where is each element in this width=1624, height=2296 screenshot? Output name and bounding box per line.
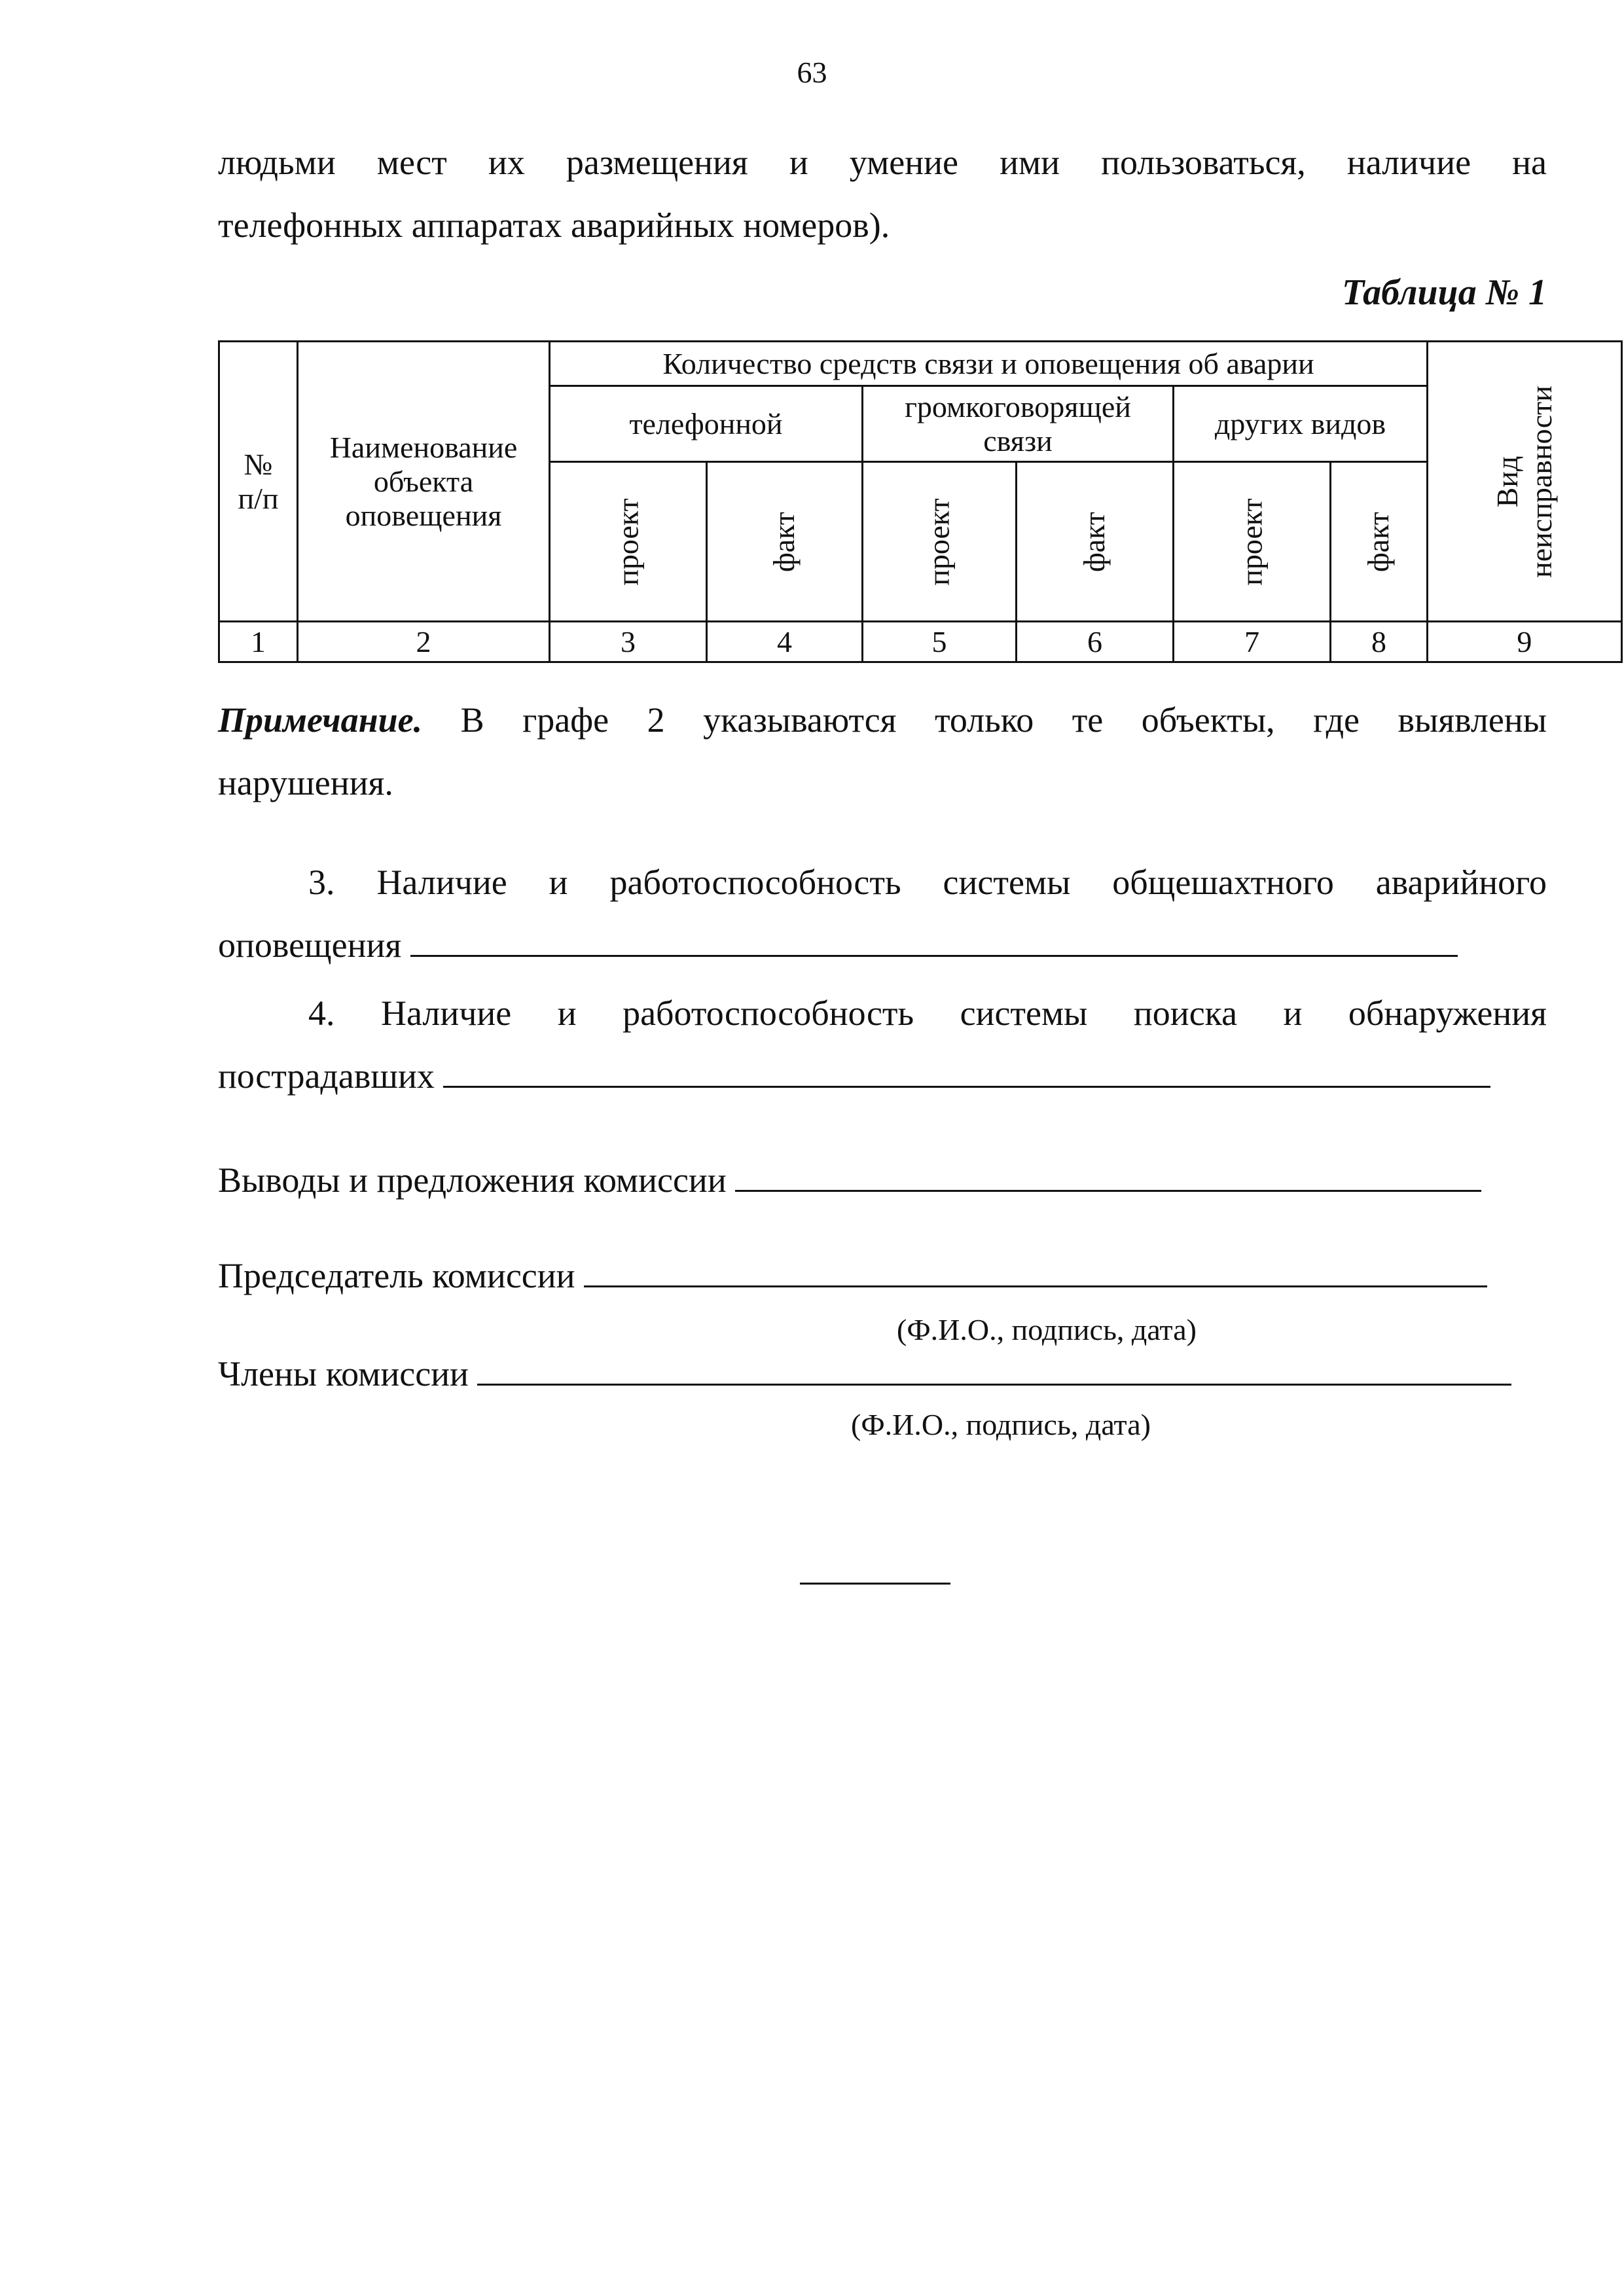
col-num-5: 5 — [863, 622, 1017, 662]
column-number-row — [219, 622, 1622, 662]
header-proj-5 — [863, 462, 1017, 622]
header-phone: телефонной — [550, 386, 863, 462]
table-caption: Таблица № 1 — [1341, 272, 1547, 313]
item4-line-1: 4. Наличие и работоспособность системы поиска и обнаружения — [308, 994, 1547, 1033]
intro-line-1: людьми мест их размещения и умение ими пользоваться, наличие на — [218, 143, 1547, 182]
header-fact-4 — [707, 462, 863, 622]
header-proj-3 — [550, 462, 707, 622]
end-rule — [800, 1583, 950, 1585]
item3-label: оповещения — [218, 925, 402, 965]
members-label: Члены комиссии — [218, 1354, 469, 1393]
note-line-2: нарушения. — [218, 763, 393, 802]
fact-label: факт — [767, 511, 801, 572]
conclusions-row — [218, 1160, 1481, 1200]
item3-fill-line[interactable] — [410, 929, 1458, 957]
header-fault-line1: Вид — [1490, 456, 1524, 507]
header-loud-label: громкоговорящей связи — [905, 389, 1131, 457]
col-num-8: 8 — [1331, 622, 1428, 662]
note-label: Примечание. — [218, 700, 423, 740]
page-number: 63 — [797, 56, 827, 89]
note-text: В графе 2 указываются только те объекты, где выявлены — [460, 700, 1547, 740]
intro-paragraph — [218, 131, 1547, 257]
proj-label: проект — [1235, 497, 1269, 586]
col-num-6: 6 — [1017, 622, 1174, 662]
conclusions-fill-line[interactable] — [735, 1164, 1481, 1192]
communication-table — [218, 340, 1623, 663]
intro-line-2: телефонных аппаратах аварийных номеров). — [218, 206, 890, 245]
item3-line-2 — [218, 914, 1547, 977]
members-row — [218, 1354, 1511, 1394]
col-num-9: 9 — [1428, 622, 1622, 662]
header-group: Количество средств связи и оповещения об аварии — [550, 342, 1428, 386]
item3-line-1: 3. Наличие и работоспособность системы общешахтного аварийного — [308, 863, 1547, 902]
proj-label: проект — [922, 497, 956, 586]
header-name — [298, 342, 550, 622]
item4-paragraph — [218, 982, 1547, 1107]
header-proj-7 — [1174, 462, 1331, 622]
header-loud — [863, 386, 1174, 462]
note-line-1 — [218, 689, 1547, 751]
chairman-fill-line[interactable] — [584, 1259, 1487, 1287]
members-hint: (Ф.И.О., подпись, дата) — [851, 1408, 1151, 1441]
item4-label: пострадавших — [218, 1056, 435, 1096]
fact-label: факт — [1362, 511, 1396, 572]
chairman-row — [218, 1255, 1487, 1296]
header-num-label: № п/п — [238, 447, 279, 515]
header-fact-8 — [1331, 462, 1428, 622]
item3-paragraph — [218, 851, 1547, 977]
chairman-hint: (Ф.И.О., подпись, дата) — [897, 1313, 1197, 1346]
col-num-4: 4 — [707, 622, 863, 662]
header-num — [219, 342, 298, 622]
header-fault-label — [1490, 386, 1559, 578]
members-fill-line[interactable] — [477, 1357, 1511, 1386]
item4-line-2 — [218, 1045, 1547, 1107]
header-other: других видов — [1174, 386, 1428, 462]
conclusions-label: Выводы и предложения комиссии — [218, 1160, 727, 1200]
col-num-2: 2 — [298, 622, 550, 662]
col-num-7: 7 — [1174, 622, 1331, 662]
col-num-3: 3 — [550, 622, 707, 662]
header-fault — [1428, 342, 1622, 622]
note-paragraph — [218, 689, 1547, 814]
fact-label: факт — [1077, 511, 1111, 572]
chairman-label: Председатель комиссии — [218, 1256, 575, 1295]
header-fault-line2: неисправности — [1524, 385, 1558, 578]
header-name-label: Наименование объекта оповещения — [329, 430, 518, 532]
header-fact-6 — [1017, 462, 1174, 622]
col-num-1: 1 — [219, 622, 298, 662]
proj-label: проект — [611, 497, 645, 586]
item4-fill-line[interactable] — [443, 1060, 1490, 1088]
